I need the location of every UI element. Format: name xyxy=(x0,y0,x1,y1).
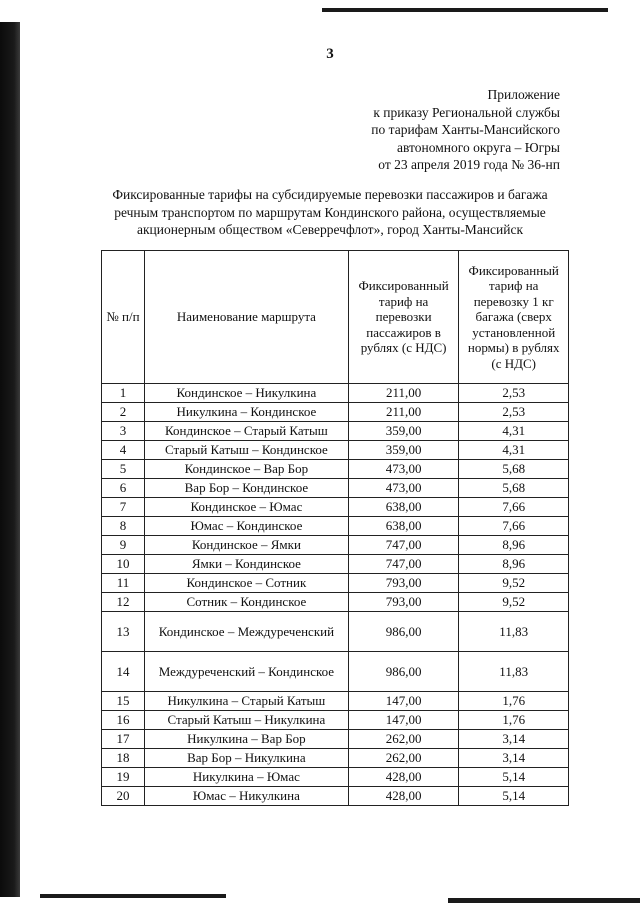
table-row xyxy=(102,692,569,711)
row-number: 16 xyxy=(102,711,145,730)
row-number: 1 xyxy=(102,384,145,403)
header-number: № п/п xyxy=(102,251,145,384)
table-row xyxy=(102,768,569,787)
appendix-line: от 23 апреля 2019 года № 36-нп xyxy=(378,157,560,172)
scan-mark-bottom-right xyxy=(448,898,640,903)
row-number: 4 xyxy=(102,441,145,460)
baggage-fare: 7,66 xyxy=(459,498,569,517)
route-name: Юмас – Кондинское xyxy=(145,517,349,536)
passenger-fare: 747,00 xyxy=(348,536,459,555)
scan-mark-bottom-left xyxy=(40,894,226,898)
header-route: Наименование маршрута xyxy=(145,251,349,384)
passenger-fare: 793,00 xyxy=(348,574,459,593)
header-baggage-fare: Фиксированный тариф на перевозку 1 кг багажа (сверх установленной нормы) в рублях (с НДС) xyxy=(459,251,569,384)
appendix-block xyxy=(371,86,560,174)
row-number: 20 xyxy=(102,787,145,806)
passenger-fare: 747,00 xyxy=(348,555,459,574)
baggage-fare: 7,66 xyxy=(459,517,569,536)
passenger-fare: 147,00 xyxy=(348,711,459,730)
baggage-fare: 2,53 xyxy=(459,384,569,403)
row-number: 7 xyxy=(102,498,145,517)
table-row xyxy=(102,441,569,460)
row-number: 6 xyxy=(102,479,145,498)
baggage-fare: 11,83 xyxy=(459,652,569,692)
passenger-fare: 638,00 xyxy=(348,517,459,536)
route-name: Старый Катыш – Кондинское xyxy=(145,441,349,460)
route-name: Никулкина – Вар Бор xyxy=(145,730,349,749)
route-name: Кондинское – Старый Катыш xyxy=(145,422,349,441)
page-number: 3 xyxy=(326,46,334,62)
row-number: 14 xyxy=(102,652,145,692)
baggage-fare: 11,83 xyxy=(459,612,569,652)
table-row xyxy=(102,460,569,479)
table-body xyxy=(102,384,569,806)
appendix-line: Приложение xyxy=(487,87,560,102)
table-row xyxy=(102,479,569,498)
row-number: 2 xyxy=(102,403,145,422)
row-number: 17 xyxy=(102,730,145,749)
table-row xyxy=(102,787,569,806)
passenger-fare: 638,00 xyxy=(348,498,459,517)
route-name: Кондинское – Никулкина xyxy=(145,384,349,403)
appendix-line: автономного округа – Югры xyxy=(397,139,560,155)
passenger-fare: 359,00 xyxy=(348,422,459,441)
baggage-fare: 3,14 xyxy=(459,730,569,749)
table-row xyxy=(102,711,569,730)
route-name: Ямки – Кондинское xyxy=(145,555,349,574)
appendix-line: к приказу Региональной службы xyxy=(373,104,560,120)
table-row xyxy=(102,384,569,403)
title-line: речным транспортом по маршрутам Кондинского района, осуществляемые xyxy=(114,204,546,220)
appendix-line: по тарифам Ханты-Мансийского xyxy=(371,122,560,137)
row-number: 8 xyxy=(102,517,145,536)
baggage-fare: 8,96 xyxy=(459,555,569,574)
passenger-fare: 262,00 xyxy=(348,749,459,768)
passenger-fare: 473,00 xyxy=(348,479,459,498)
baggage-fare: 1,76 xyxy=(459,692,569,711)
passenger-fare: 793,00 xyxy=(348,593,459,612)
passenger-fare: 211,00 xyxy=(348,384,459,403)
document-title xyxy=(90,186,570,239)
scan-shadow-left xyxy=(0,22,20,897)
baggage-fare: 9,52 xyxy=(459,574,569,593)
row-number: 9 xyxy=(102,536,145,555)
baggage-fare: 4,31 xyxy=(459,441,569,460)
table-row xyxy=(102,536,569,555)
route-name: Старый Катыш – Никулкина xyxy=(145,711,349,730)
row-number: 12 xyxy=(102,593,145,612)
passenger-fare: 986,00 xyxy=(348,652,459,692)
passenger-fare: 147,00 xyxy=(348,692,459,711)
table-row xyxy=(102,612,569,652)
table-row xyxy=(102,574,569,593)
table-row xyxy=(102,498,569,517)
route-name: Кондинское – Юмас xyxy=(145,498,349,517)
baggage-fare: 5,68 xyxy=(459,460,569,479)
baggage-fare: 3,14 xyxy=(459,749,569,768)
passenger-fare: 428,00 xyxy=(348,768,459,787)
row-number: 18 xyxy=(102,749,145,768)
row-number: 19 xyxy=(102,768,145,787)
baggage-fare: 1,76 xyxy=(459,711,569,730)
title-line: акционерным обществом «Северречфлот», город Ханты-Мансийск xyxy=(136,222,524,237)
route-name: Никулкина – Старый Катыш xyxy=(145,692,349,711)
baggage-fare: 5,14 xyxy=(459,787,569,806)
route-name: Никулкина – Кондинское xyxy=(145,403,349,422)
route-name: Кондинское – Вар Бор xyxy=(145,460,349,479)
route-name: Междуреченский – Кондинское xyxy=(145,652,349,692)
baggage-fare: 5,68 xyxy=(459,479,569,498)
route-name: Кондинское – Ямки xyxy=(145,536,349,555)
row-number: 5 xyxy=(102,460,145,479)
route-name: Вар Бор – Никулкина xyxy=(145,749,349,768)
route-name: Никулкина – Юмас xyxy=(145,768,349,787)
baggage-fare: 4,31 xyxy=(459,422,569,441)
passenger-fare: 986,00 xyxy=(348,612,459,652)
table-row xyxy=(102,422,569,441)
row-number: 13 xyxy=(102,612,145,652)
baggage-fare: 9,52 xyxy=(459,593,569,612)
table-row xyxy=(102,555,569,574)
title-line: Фиксированные тарифы на субсидируемые перевозки пассажиров и багажа xyxy=(112,187,548,202)
row-number: 15 xyxy=(102,692,145,711)
table-header-row xyxy=(102,251,569,384)
passenger-fare: 473,00 xyxy=(348,460,459,479)
route-name: Вар Бор – Кондинское xyxy=(145,479,349,498)
route-name: Юмас – Никулкина xyxy=(145,787,349,806)
route-name: Кондинское – Междуреченский xyxy=(145,612,349,652)
row-number: 3 xyxy=(102,422,145,441)
route-name: Сотник – Кондинское xyxy=(145,593,349,612)
row-number: 11 xyxy=(102,574,145,593)
header-passenger-fare: Фиксированный тариф на перевозки пассажиров в рублях (с НДС) xyxy=(348,251,459,384)
table-row xyxy=(102,749,569,768)
baggage-fare: 5,14 xyxy=(459,768,569,787)
table-row xyxy=(102,730,569,749)
table-row xyxy=(102,403,569,422)
scan-mark-top xyxy=(322,8,608,12)
tariff-table xyxy=(101,250,569,806)
passenger-fare: 359,00 xyxy=(348,441,459,460)
route-name: Кондинское – Сотник xyxy=(145,574,349,593)
baggage-fare: 2,53 xyxy=(459,403,569,422)
table-row xyxy=(102,652,569,692)
row-number: 10 xyxy=(102,555,145,574)
table-row xyxy=(102,593,569,612)
table-row xyxy=(102,517,569,536)
baggage-fare: 8,96 xyxy=(459,536,569,555)
passenger-fare: 262,00 xyxy=(348,730,459,749)
passenger-fare: 428,00 xyxy=(348,787,459,806)
passenger-fare: 211,00 xyxy=(348,403,459,422)
